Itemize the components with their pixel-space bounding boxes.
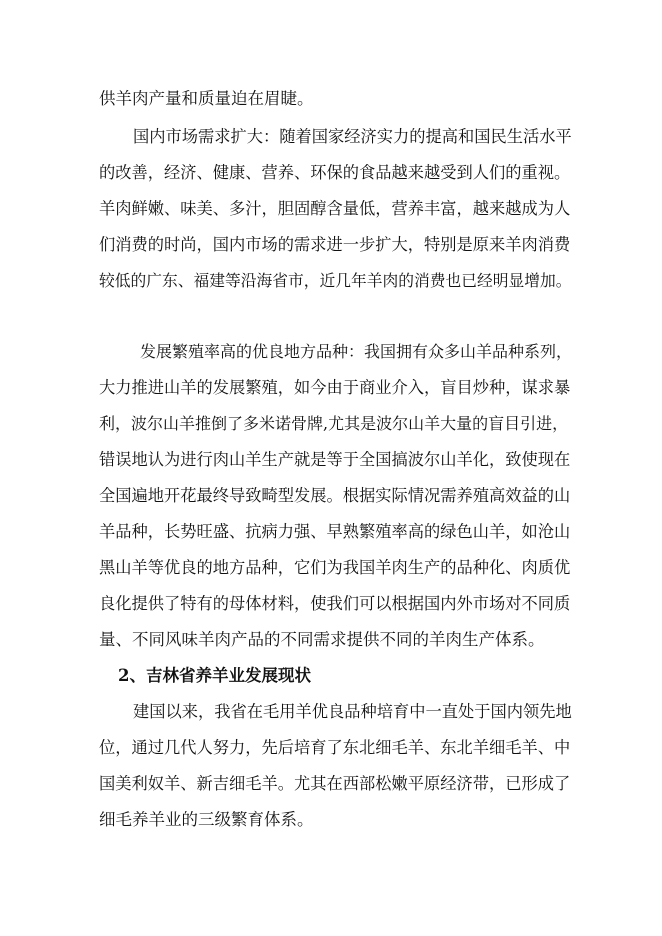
- text-line: 位，通过几代人努力，先后培育了东北细毛羊、东北羊细毛羊、中: [99, 738, 571, 757]
- text-line: 利，波尔山羊推倒了多米诺骨牌,尤其是波尔山羊大量的盲目引进，: [99, 414, 569, 433]
- text-line: 羊肉鲜嫩、味美、多汁，胆固醇含量低，营养丰富，越来越成为人: [99, 199, 571, 218]
- paragraph-first-line: 国内市场需求扩大：随着国家经济实力的提高和国民生活水平: [133, 127, 572, 146]
- paragraph-first-line: 建国以来，我省在毛用羊优良品种培育中一直处于国内领先地: [133, 702, 572, 721]
- text-line: 的改善，经济、健康、营养、环保的食品越来越受到人们的重视。: [99, 163, 571, 182]
- text-line: 们消费的时尚，国内市场的需求进一步扩大，特别是原来羊肉消费: [99, 235, 571, 254]
- text-line: 国美利奴羊、新吉细毛羊。尤其在西部松嫩平原经济带，已形成了: [99, 774, 571, 793]
- text-line: 供羊肉产量和质量迫在眉睫。: [99, 89, 314, 108]
- text-line: 细毛养羊业的三级繁育体系。: [99, 810, 314, 829]
- text-line: 较低的广东、福建等沿海省市，近几年羊肉的消费也已经明显增加。: [99, 271, 572, 290]
- text-line: 黑山羊等优良的地方品种，它们为我国羊肉生产的品种化、肉质优: [99, 558, 571, 577]
- text-line: 全国遍地开花最终导致畸型发展。根据实际情况需养殖高效益的山: [99, 486, 571, 505]
- paragraph-first-line: 发展繁殖率高的优良地方品种：我国拥有众多山羊品种系列，: [140, 342, 573, 361]
- text-line: 羊品种，长势旺盛、抗病力强、早熟繁殖率高的绿色山羊，如沧山: [99, 522, 571, 541]
- section-heading: 2、吉林省养羊业发展现状: [118, 666, 311, 685]
- text-line: 量、不同风味羊肉产品的不同需求提供不同的羊肉生产体系。: [99, 630, 545, 649]
- text-line: 良化提供了特有的母体材料，使我们可以根据国内外市场对不同质: [99, 594, 571, 613]
- text-line: 错误地认为进行肉山羊生产就是等于全国搞波尔山羊化，致使现在: [99, 450, 571, 469]
- text-line: 大力推进山羊的发展繁殖，如今由于商业介入，盲目炒种，谋求暴: [99, 378, 571, 397]
